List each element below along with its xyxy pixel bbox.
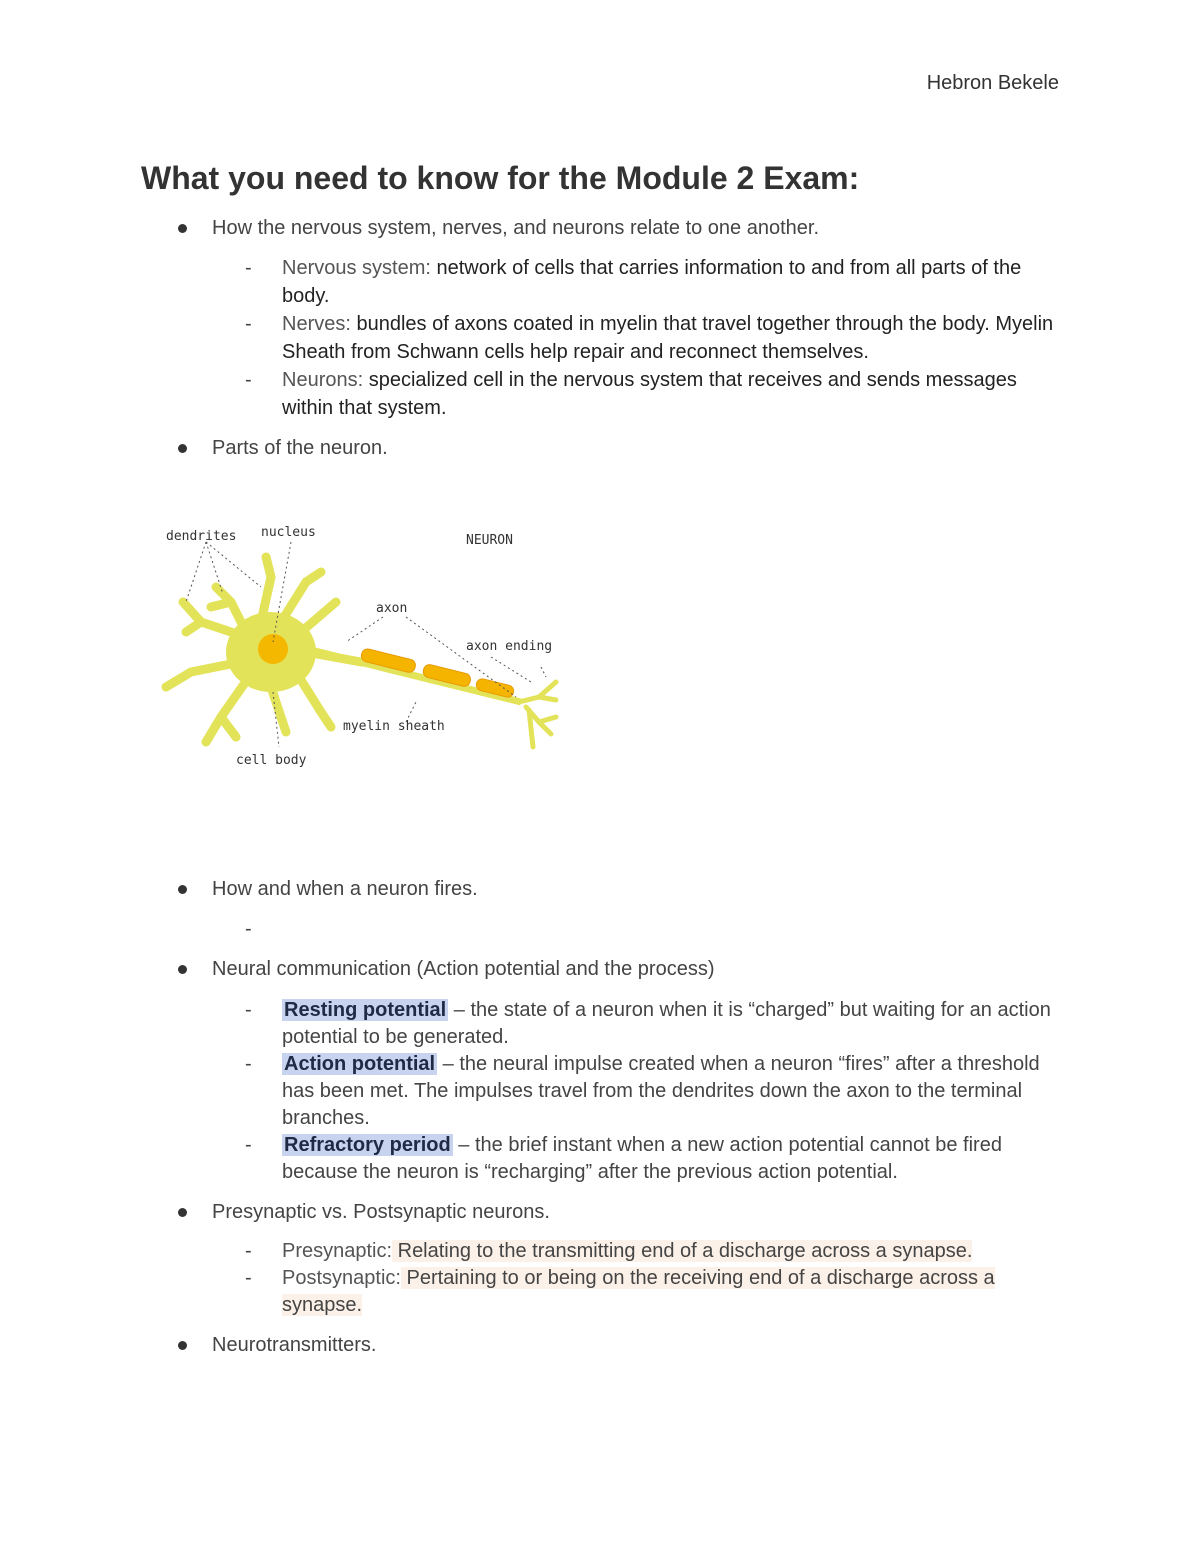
bullet-dot-icon xyxy=(178,885,187,894)
axon-shape xyxy=(311,650,521,702)
bullet-text: Neurotransmitters. xyxy=(212,1334,377,1356)
sub-item-nervous-system xyxy=(141,254,1061,310)
bullet-parts-of-neuron xyxy=(141,434,1061,462)
dash-icon: - xyxy=(245,369,252,391)
bullet-text: How and when a neuron fires. xyxy=(212,878,478,900)
sub-item-resting-potential xyxy=(141,997,1061,1051)
dash-icon: - xyxy=(245,999,252,1021)
bullet-dot-icon xyxy=(178,224,187,233)
document-body xyxy=(141,214,1061,1359)
sub-item-presynaptic xyxy=(141,1238,1061,1265)
bullet-text: Neural communication (Action potential and the process) xyxy=(212,958,715,980)
bullet-dot-icon xyxy=(178,965,187,974)
sub-item-nerves xyxy=(141,310,1061,366)
neuron-diagram xyxy=(161,502,581,767)
neuron-diagram-svg xyxy=(161,502,581,767)
term-definition: bundles of axons coated in myelin that travel together through the body. Myelin Sheath from Schwann cells help repair and reconnect themselves. xyxy=(282,313,1054,363)
bullet-dot-icon xyxy=(178,444,187,453)
bullet-neurotransmitters xyxy=(141,1331,1061,1359)
label-myelin-sheath: myelin sheath xyxy=(343,719,445,734)
author-name: Hebron Bekele xyxy=(926,72,1059,94)
bullet-dot-icon xyxy=(178,1208,187,1217)
term-definition: – the brief instant when a new action potential cannot be fired because the neuron is “recharging” after the previous action potential. xyxy=(282,1134,1002,1183)
term-label: Presynaptic: xyxy=(282,1240,393,1262)
label-axon: axon xyxy=(376,601,408,616)
label-neuron-title: NEURON xyxy=(466,533,513,548)
dash-icon: - xyxy=(245,1134,252,1156)
sublist-potentials xyxy=(141,997,1061,1186)
term-definition: network of cells that carries information to and from all parts of the body. xyxy=(282,257,1022,307)
bullet-presynaptic-postsynaptic xyxy=(141,1198,1061,1226)
dash-icon: - xyxy=(245,1267,252,1289)
bullet-text: Presynaptic vs. Postsynaptic neurons. xyxy=(212,1201,550,1223)
sub-item-neurons xyxy=(141,366,1061,422)
term-label: Nerves: xyxy=(282,313,351,335)
bullet-neural-communication xyxy=(141,955,1061,983)
label-nucleus: nucleus xyxy=(261,525,316,540)
bullet-nervous-system-relations xyxy=(141,214,1061,242)
highlighted-term: Refractory period xyxy=(284,1134,451,1156)
highlighted-term: Action potential xyxy=(284,1053,436,1075)
term-definition: specialized cell in the nervous system that receives and sends messages within that system. xyxy=(282,369,1017,419)
bullet-text: Parts of the neuron. xyxy=(212,437,388,459)
dash-icon: - xyxy=(245,1053,252,1075)
dash-icon: - xyxy=(245,918,252,940)
term-definition: – the neural impulse created when a neuron “fires” after a threshold has been met. The impulses travel from the dendrites down the axon to the terminal branches. xyxy=(282,1053,1040,1129)
dash-icon: - xyxy=(245,313,252,335)
axon-ending-shape xyxy=(519,682,556,747)
sublist-definitions xyxy=(141,254,1061,422)
sub-item-empty xyxy=(141,915,1061,943)
sublist-empty xyxy=(141,915,1061,943)
label-dendrites: dendrites xyxy=(166,529,237,544)
bullet-dot-icon xyxy=(178,1341,187,1350)
term-label: Neurons: xyxy=(282,369,364,391)
page-title: What you need to know for the Module 2 Exam: xyxy=(141,160,860,196)
term-label: Nervous system: xyxy=(282,257,431,279)
nucleus-shape xyxy=(258,634,288,664)
myelin-segments xyxy=(360,648,515,699)
sublist-synaptic xyxy=(141,1238,1061,1319)
dash-icon: - xyxy=(245,257,252,279)
highlighted-definition: Relating to the transmitting end of a discharge across a synapse. xyxy=(392,1240,973,1262)
sub-item-postsynaptic xyxy=(141,1265,1061,1319)
term-label: Postsynaptic: xyxy=(282,1267,401,1289)
label-axon-ending: axon ending xyxy=(466,639,553,654)
term-definition: – the state of a neuron when it is “charged” but waiting for an action potential to be generated. xyxy=(282,999,1051,1048)
highlighted-term: Resting potential xyxy=(284,999,447,1021)
sub-item-refractory-period xyxy=(141,1132,1061,1186)
bullet-text: How the nervous system, nerves, and neurons relate to one another. xyxy=(212,217,820,239)
highlighted-definition: Pertaining to or being on the receiving end of a discharge across a synapse. xyxy=(282,1267,995,1316)
sub-item-action-potential xyxy=(141,1051,1061,1132)
label-cell-body: cell body xyxy=(236,753,307,767)
bullet-neuron-fires xyxy=(141,875,1061,903)
dash-icon: - xyxy=(245,1240,252,1262)
